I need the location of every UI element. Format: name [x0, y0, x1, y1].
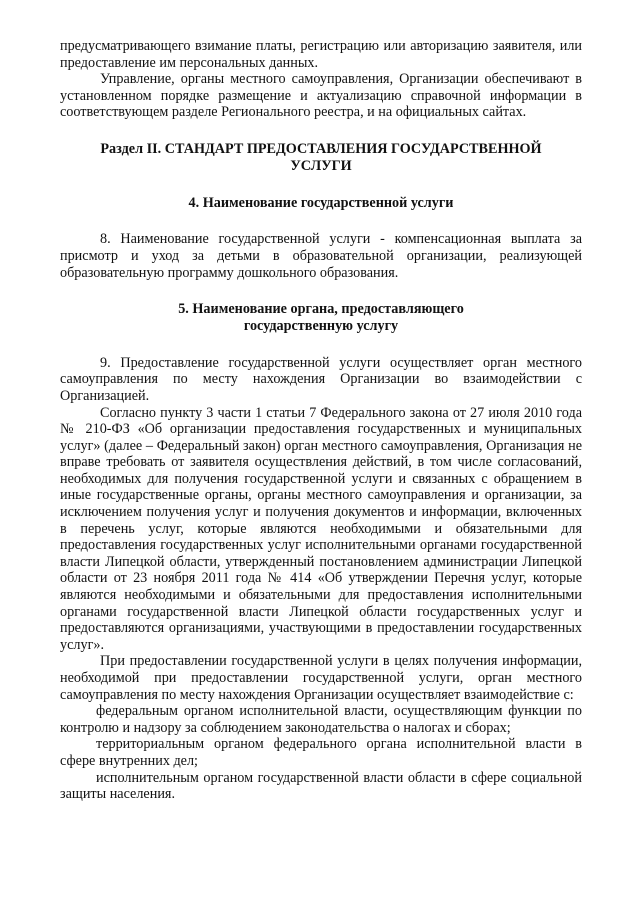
heading-5-line-2: государственную услугу	[243, 317, 399, 334]
paragraph-9-part-2: Согласно пункту 3 части 1 статьи 7 Федерального закона от 27 июля 2010 года № 210-ФЗ «Об организации предоставления государственных и муниципальных услуг» (далее – Федеральный закон) орган местного самоуправления, Организация не вправе требовать от заявителя осуществления действий, в том числе согласований, необходимых для получения государственной услуги и связанных с обращением в иные государственные органы, органы местного самоуправления и организации, за исключением получения услуг и получения документов и информации, включенных в перечень услуг, которые являются необходимыми и обязательными для предоставления государственных услуг исполнительными органами государственной власти Липецкой области, утвержденный постановлением администрации Липецкой области от 23 ноября 2011 года № 414 «Об утверждении Перечня услуг, которые являются необходимыми и обязательными для предоставления исполнительными органами государственной власти Липецкой области государственных услуг и предоставляются организациями, участвующими в предоставлении государственных услуг».	[60, 404, 582, 653]
heading-5-line-1: 5. Наименование органа, предоставляющего	[178, 301, 464, 318]
list-item-1: федеральным органом исполнительной власти, осуществляющим функции по контролю и надзору за соблюдением законодательства о налогах и сборах;	[60, 703, 582, 736]
heading-5	[60, 301, 582, 335]
section-2-title-line-2: УСЛУГИ	[290, 157, 352, 174]
intro-continuation-paragraph: предусматривающего взимание платы, регистрацию или авторизацию заявителя, или предоставление им персональных данных.	[60, 38, 582, 71]
heading-4: 4. Наименование государственной услуги	[188, 194, 454, 211]
section-2-title	[60, 141, 582, 175]
list-item-2: территориальным органом федерального органа исполнительной власти в сфере внутренних дел;	[60, 736, 582, 769]
paragraph-9: 9. Предоставление государственной услуги осуществляет орган местного самоуправления по месту нахождения Организации во взаимодействии с Организацией.	[60, 354, 582, 404]
section-2-title-line-1: Раздел II. СТАНДАРТ ПРЕДОСТАВЛЕНИЯ ГОСУДАРСТВЕННОЙ	[100, 140, 542, 157]
list-item-3: исполнительным органом государственной власти области в сфере социальной защиты населения.	[60, 769, 582, 803]
paragraph-8: 8. Наименование государственной услуги - компенсационная выплата за присмотр и уход за детьми в образовательной организации, реализующей образовательную программу дошкольного образования.	[60, 231, 582, 281]
intro-paragraph-2: Управление, органы местного самоуправления, Организации обеспечивают в установленном порядке размещение и актуализацию справочной информации в соответствующем разделе Регионального реестра, и на официальных сайтах.	[60, 71, 582, 121]
paragraph-9-part-3: При предоставлении государственной услуги в целях получения информации, необходимой при предоставлении государственной услуги, орган местного самоуправления по месту нахождения Организации осуществляет взаимодействие с:	[60, 653, 582, 703]
